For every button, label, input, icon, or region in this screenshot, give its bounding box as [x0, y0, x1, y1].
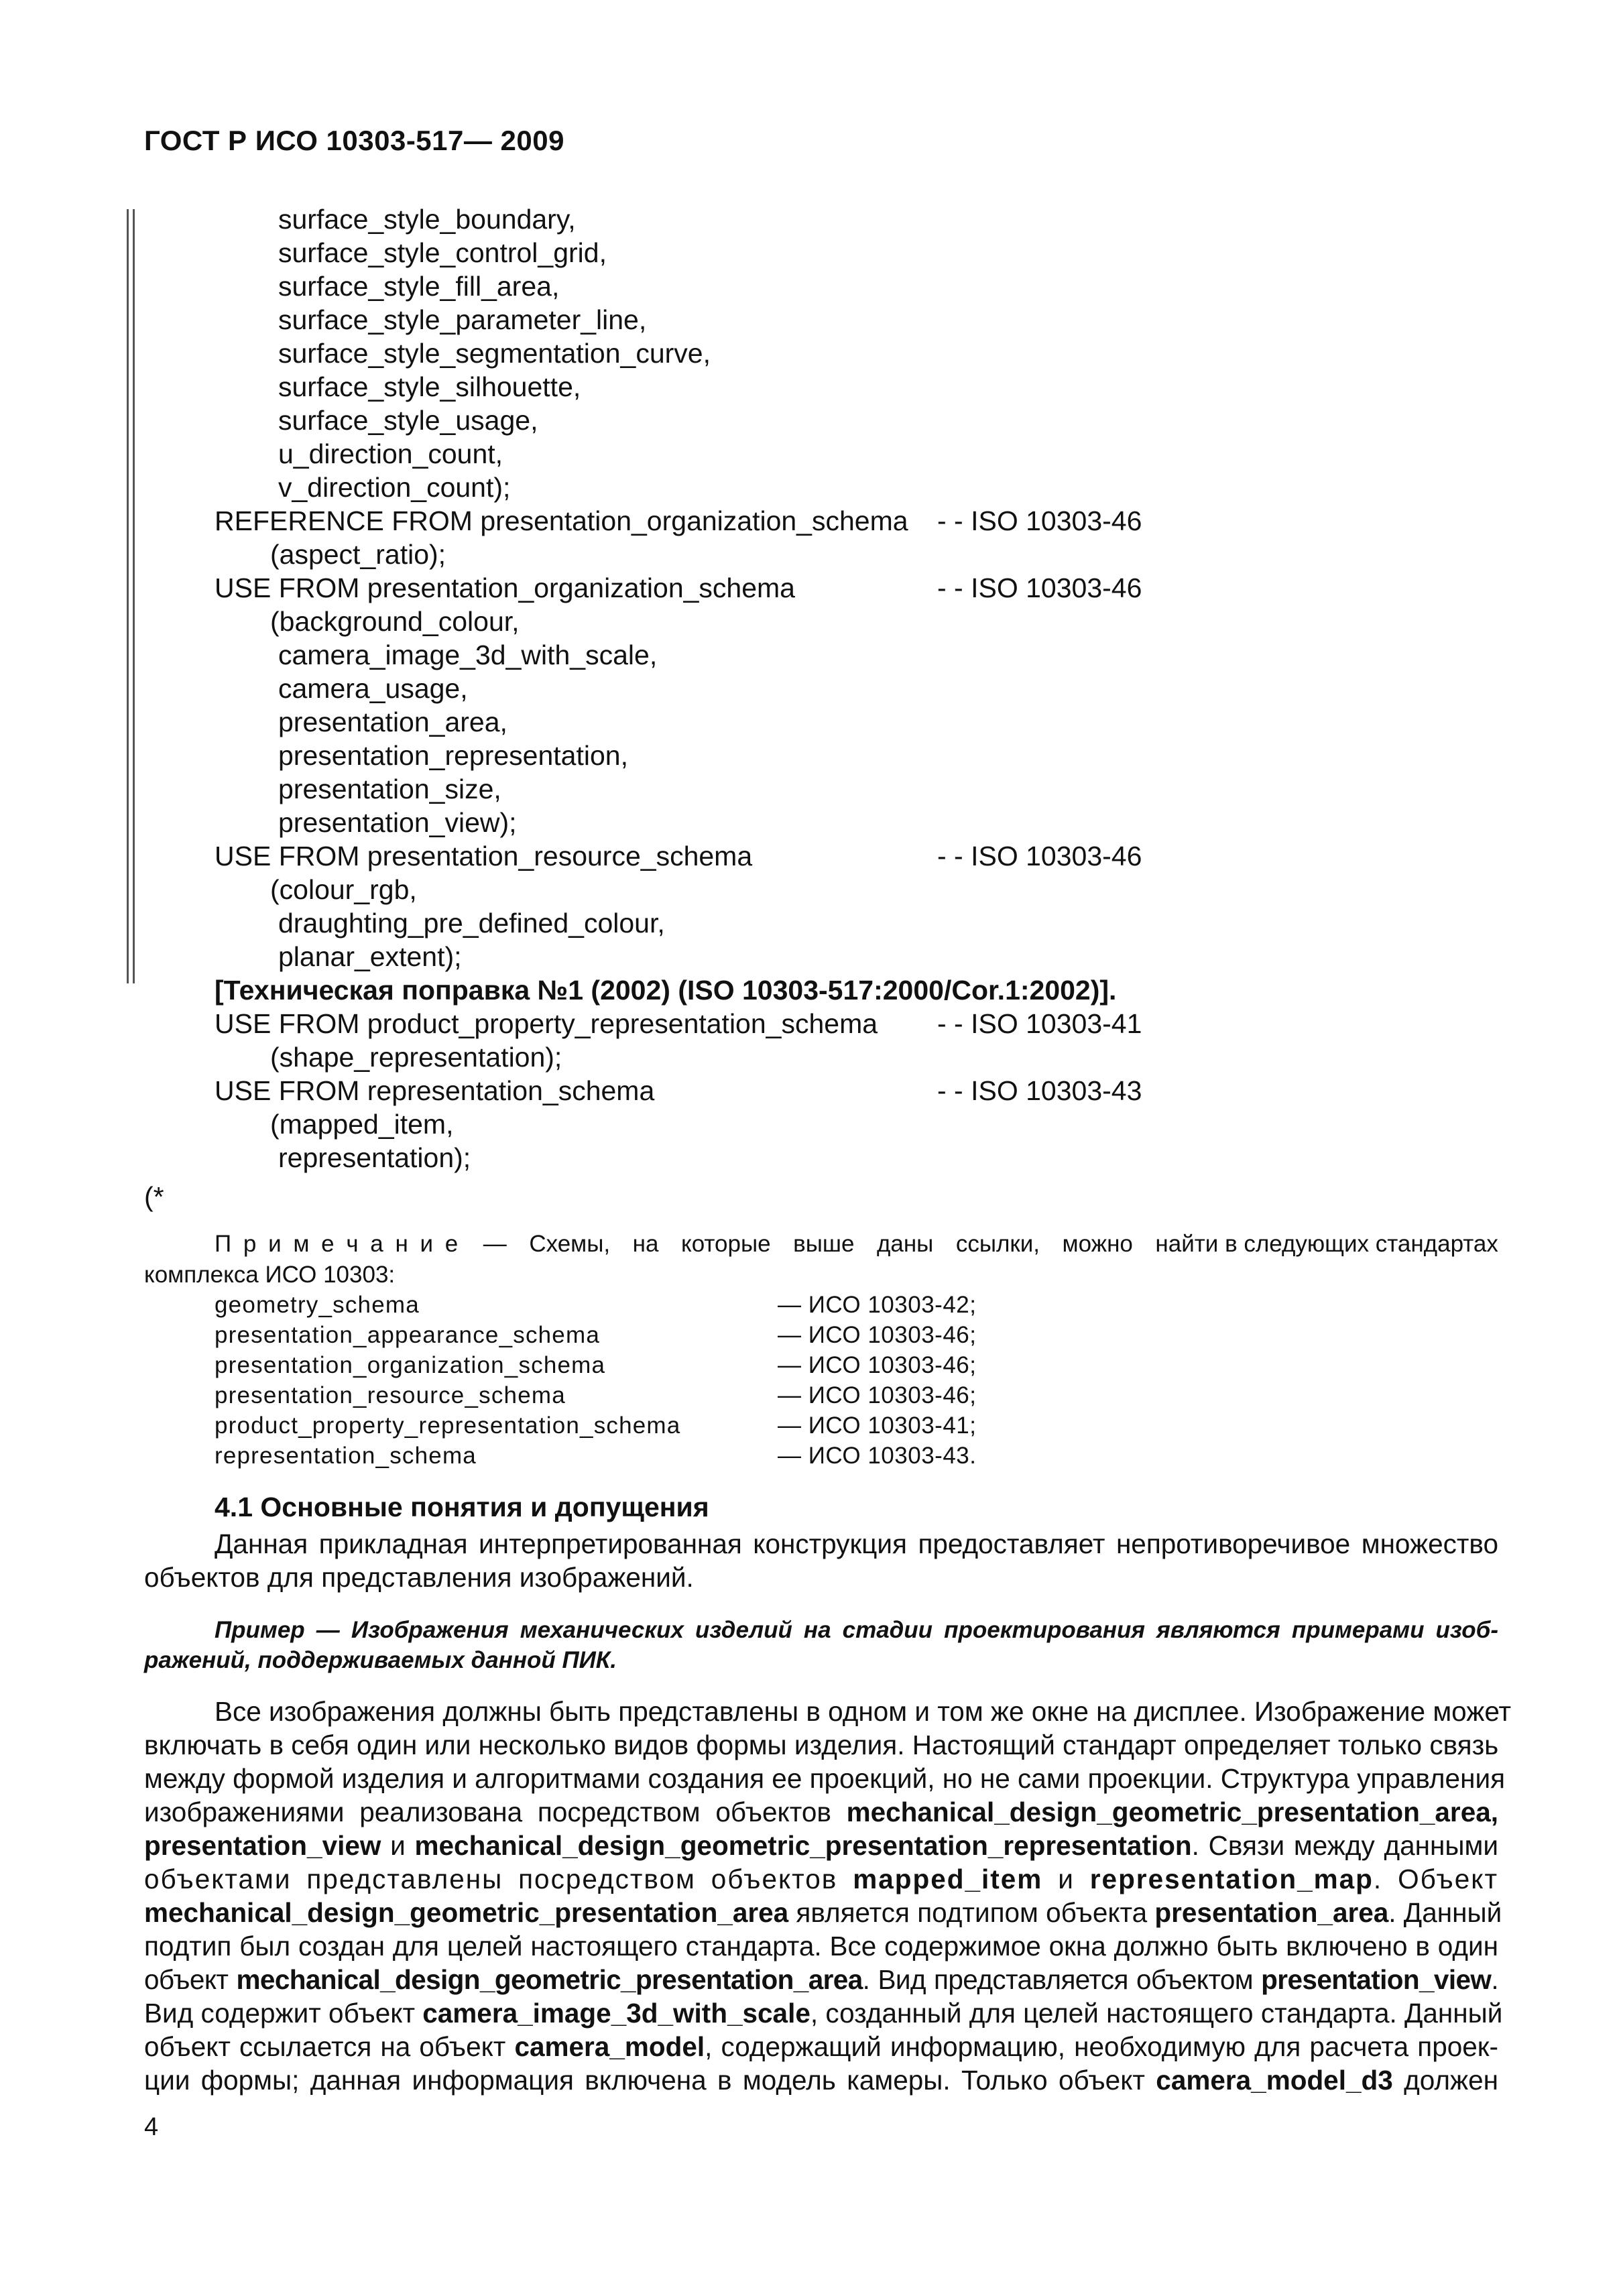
code-line: presentation_size, [278, 774, 501, 804]
code-line: (aspect_ratio); [270, 539, 446, 570]
code-line: draughting_pre_defined_colour, [278, 908, 665, 939]
paragraph-line: Вид содержит объект camera_image_3d_with_scale, созданный для целей настоящего стандарта. Данный [144, 1998, 1503, 2029]
code-line: USE FROM presentation_resource_schema [215, 841, 753, 871]
code-comment: - - ISO 10303-46 [937, 841, 1142, 871]
section-heading: 4.1 Основные понятия и допущения [215, 1492, 709, 1522]
code-line: (colour_rgb, [270, 874, 417, 905]
schema-ref: — ИСО 10303-42; [778, 1292, 977, 1318]
code-line: surface_style_parameter_line, [278, 304, 647, 335]
paragraph-line: включать в себя один или несколько видов формы изделия. Настоящий стандарт определяет только связь [144, 1730, 1499, 1760]
paragraph-line: mechanical_design_geometric_presentation_area является подтипом объекта presentation_area. Данный [144, 1897, 1502, 1928]
term: camera_model_d3 [1156, 2065, 1393, 2096]
paragraph-line: ции формы; данная информация включена в модель камеры. Только объект camera_model_d3 должен [144, 2065, 1498, 2096]
change-bar [127, 209, 135, 983]
code-line: (background_colour, [270, 606, 520, 637]
correction-note: [Техническая поправка №1 (2002) (ISO 10303-517:2000/Cor.1:2002)]. [215, 975, 1117, 1006]
code-line: presentation_representation, [278, 740, 628, 771]
code-line: surface_style_control_grid, [278, 237, 607, 268]
code-line: USE FROM product_property_representation_schema [215, 1008, 878, 1039]
note-line: П р и м е ч а н и е — Схемы, на которые выше даны ссылки, можно найти в следующих стандартах [215, 1231, 1498, 1257]
code-line: representation); [278, 1142, 471, 1173]
code-line: u_direction_count, [278, 438, 503, 469]
paragraph-line: Все изображения должны быть представлены в одном и том же окне на дисплее. Изображение может [215, 1696, 1512, 1727]
term: camera_image_3d_with_scale [422, 1998, 810, 2029]
code-comment: - - ISO 10303-46 [937, 572, 1142, 603]
code-line: REFERENCE FROM presentation_organization_schema [215, 505, 908, 536]
schema-name: presentation_organization_schema [215, 1352, 606, 1378]
term: representation_map [1089, 1864, 1374, 1894]
code-line: surface_style_usage, [278, 405, 538, 436]
paragraph-line: изображениями реализована посредством объектов mechanical_design_geometric_presentation_area, [144, 1797, 1498, 1827]
schema-name: geometry_schema [215, 1292, 420, 1318]
code-line: surface_style_boundary, [278, 204, 576, 235]
schema-ref: — ИСО 10303-46; [778, 1322, 977, 1348]
schema-name: product_property_representation_schema [215, 1412, 681, 1439]
code-line: presentation_view); [278, 807, 517, 838]
paragraph-line: объект ссылается на объект camera_model, содержащий информацию, необходимую для расчета проек- [144, 2031, 1498, 2062]
code-line: (* [144, 1181, 164, 1212]
paragraph-line: Данная прикладная интерпретированная конструкция предоставляет непротиворечивое множество [215, 1528, 1498, 1559]
paragraph-line: объектов для представления изображений. [144, 1562, 694, 1593]
code-comment: - - ISO 10303-41 [937, 1008, 1142, 1039]
paragraph-line: presentation_view и mechanical_design_geometric_presentation_representation. Связи между данными [144, 1830, 1498, 1861]
paragraph-line: объект mechanical_design_geometric_presentation_area. Вид представляется объектом presentation_view. [144, 1964, 1498, 1995]
code-line: (shape_representation); [270, 1042, 562, 1073]
code-comment: - - ISO 10303-46 [937, 505, 1142, 536]
code-line: camera_image_3d_with_scale, [278, 640, 658, 670]
code-line: v_direction_count); [278, 472, 511, 503]
page-number: 4 [144, 2113, 159, 2141]
term: presentation_view [1261, 1964, 1492, 1995]
schema-name: presentation_resource_schema [215, 1382, 566, 1408]
code-line: (mapped_item, [270, 1109, 454, 1140]
code-line: surface_style_silhouette, [278, 371, 581, 402]
note-label: П р и м е ч а н и е [215, 1231, 461, 1257]
code-line: USE FROM representation_schema [215, 1075, 655, 1106]
code-line: planar_extent); [278, 941, 462, 972]
schema-ref: — ИСО 10303-41; [778, 1412, 977, 1439]
page-header: ГОСТ Р ИСО 10303-517— 2009 [144, 125, 564, 156]
term: mechanical_design_geometric_presentation_area [144, 1897, 789, 1928]
schema-ref: — ИСО 10303-46; [778, 1382, 977, 1408]
term: mechanical_design_geometric_presentation_representation [414, 1830, 1192, 1861]
term: presentation_area [1154, 1897, 1389, 1928]
schema-name: representation_schema [215, 1443, 477, 1469]
example-line: Пример — Изображения механических изделий на стадии проектирования являются примерами изоб- [215, 1617, 1498, 1643]
example-line: ражений, поддерживаемых данной ПИК. [144, 1647, 617, 1673]
term: mechanical_design_geometric_presentation_area, [846, 1797, 1498, 1827]
paragraph-line: объектами представлены посредством объектов mapped_item и representation_map. Объект [144, 1864, 1498, 1894]
paragraph-line: между формой изделия и алгоритмами создания ее проекций, но не сами проекции. Структура управления [144, 1763, 1506, 1794]
code-line: surface_style_segmentation_curve, [278, 338, 711, 369]
code-line: camera_usage, [278, 673, 468, 704]
note-line: комплекса ИСО 10303: [144, 1262, 396, 1288]
schema-ref: — ИСО 10303-46; [778, 1352, 977, 1378]
term: mapped_item [853, 1864, 1043, 1894]
code-comment: - - ISO 10303-43 [937, 1075, 1142, 1106]
paragraph-line: подтип был создан для целей настоящего стандарта. Все содержимое окна должно быть включено в один [144, 1931, 1498, 1961]
code-line: USE FROM presentation_organization_schema [215, 572, 795, 603]
code-line: surface_style_fill_area, [278, 271, 560, 302]
schema-ref: — ИСО 10303-43. [778, 1443, 977, 1469]
term: camera_model [514, 2031, 705, 2062]
code-line: presentation_area, [278, 707, 507, 737]
term: mechanical_design_geometric_presentation_area [236, 1964, 863, 1995]
schema-name: presentation_appearance_schema [215, 1322, 600, 1348]
term: presentation_view [144, 1830, 381, 1861]
